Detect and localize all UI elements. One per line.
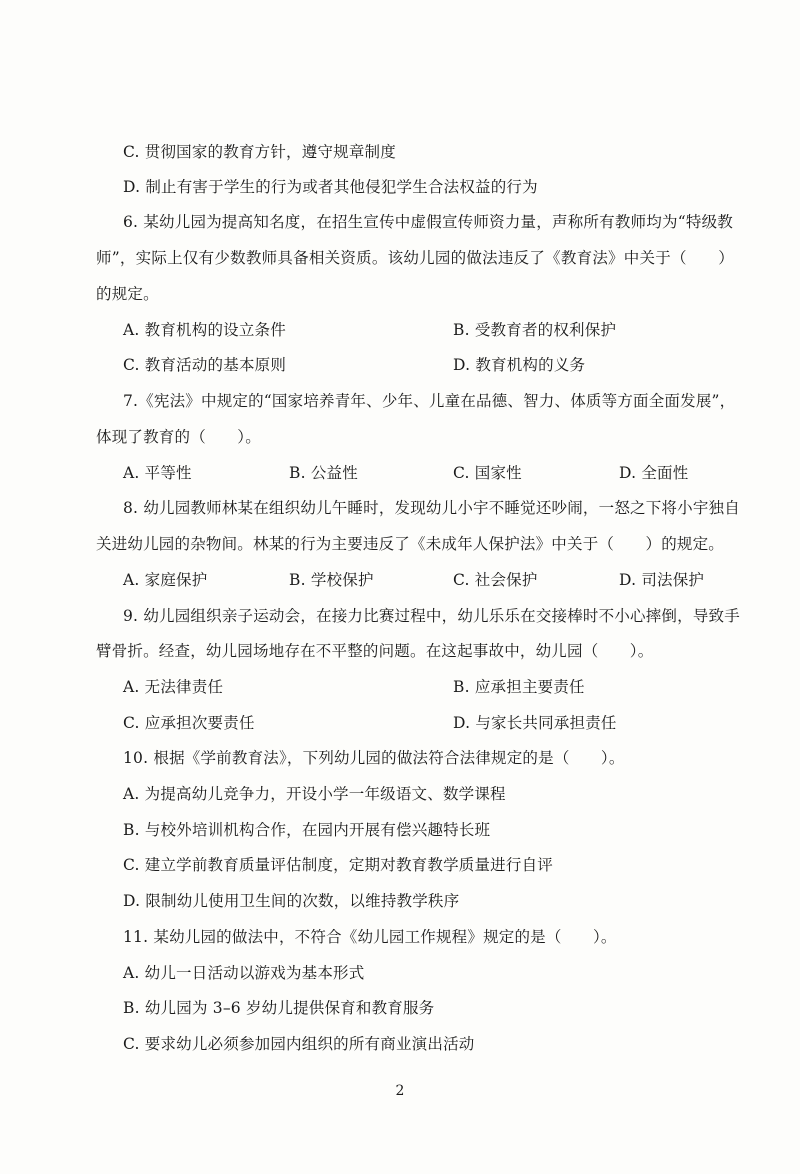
q10-stem: 10. 根据《学前教育法》，下列幼儿园的做法符合法律规定的是（ ）。 <box>123 749 625 767</box>
q9-stem-line2: 臂骨折。经查，幼儿园场地存在不平整的问题。在这起事故中，幼儿园（ ）。 <box>96 642 654 660</box>
q6-stem-line1: 6. 某幼儿园为提高知名度，在招生宣传中虚假宣传师资力量，声称所有教师均为“特级教 <box>123 213 733 231</box>
q9-option-a: A. 无法律责任 <box>123 678 224 696</box>
q8-option-c: C. 社会保护 <box>453 571 538 589</box>
q8-option-a: A. 家庭保护 <box>123 571 208 589</box>
q6-option-d: D. 教育机构的义务 <box>453 356 586 374</box>
q11-stem: 11. 某幼儿园的做法中，不符合《幼儿园工作规程》规定的是（ ）。 <box>123 928 617 946</box>
q7-option-c: C. 国家性 <box>453 464 522 482</box>
q9-option-b: B. 应承担主要责任 <box>453 678 585 696</box>
q8-option-b: B. 学校保护 <box>289 571 374 589</box>
q7-stem-line1: 7.《宪法》中规定的“国家培养青年、少年、儿童在品德、智力、体质等方面全面发展”， <box>123 392 736 410</box>
page-number: 2 <box>395 1083 405 1099</box>
q11-option-a: A. 幼儿一日活动以游戏为基本形式 <box>123 964 365 982</box>
q6-option-a: A. 教育机构的设立条件 <box>123 321 286 339</box>
q11-option-c: C. 要求幼儿必须参加园内组织的所有商业演出活动 <box>123 1035 475 1053</box>
q7-option-b: B. 公益性 <box>289 464 358 482</box>
q7-option-a: A. 平等性 <box>123 464 192 482</box>
q9-option-d: D. 与家长共同承担责任 <box>453 714 617 732</box>
q6-stem-line2: 师”，实际上仅有少数教师具备相关资质。该幼儿园的做法违反了《教育法》中关于（ ） <box>96 249 734 267</box>
q9-stem-line1: 9. 幼儿园组织亲子运动会，在接力比赛过程中，幼儿乐乐在交接棒时不小心摔倒，导致手 <box>123 607 740 625</box>
q7-option-d: D. 全面性 <box>619 464 689 482</box>
q5-option-c: C. 贯彻国家的教育方针，遵守规章制度 <box>123 143 396 161</box>
q8-stem-line1: 8. 幼儿园教师林某在组织幼儿午睡时，发现幼儿小宇不睡觉还吵闹，一怒之下将小宇独自 <box>123 499 740 517</box>
q6-option-c: C. 教育活动的基本原则 <box>123 356 287 374</box>
q5-option-d: D. 制止有害于学生的行为或者其他侵犯学生合法权益的行为 <box>123 178 538 196</box>
q10-option-c: C. 建立学前教育质量评估制度，定期对教育教学质量进行自评 <box>123 856 553 874</box>
q8-stem-line2: 关进幼儿园的杂物间。林某的行为主要违反了《未成年人保护法》中关于（ ）的规定。 <box>96 535 725 553</box>
q10-option-b: B. 与校外培训机构合作，在园内开展有偿兴趣特长班 <box>123 821 491 839</box>
q11-option-b: B. 幼儿园为 3–6 岁幼儿提供保育和教育服务 <box>123 999 435 1017</box>
q8-option-d: D. 司法保护 <box>619 571 705 589</box>
q10-option-a: A. 为提高幼儿竞争力，开设小学一年级语文、数学课程 <box>123 785 506 803</box>
q9-option-c: C. 应承担次要责任 <box>123 714 255 732</box>
q7-stem-line2: 体现了教育的（ ）。 <box>96 428 261 446</box>
q10-option-d: D. 限制幼儿使用卫生间的次数，以维持教学秩序 <box>123 892 460 910</box>
q6-stem-line3: 的规定。 <box>96 285 159 303</box>
q6-option-b: B. 受教育者的权利保护 <box>453 321 617 339</box>
